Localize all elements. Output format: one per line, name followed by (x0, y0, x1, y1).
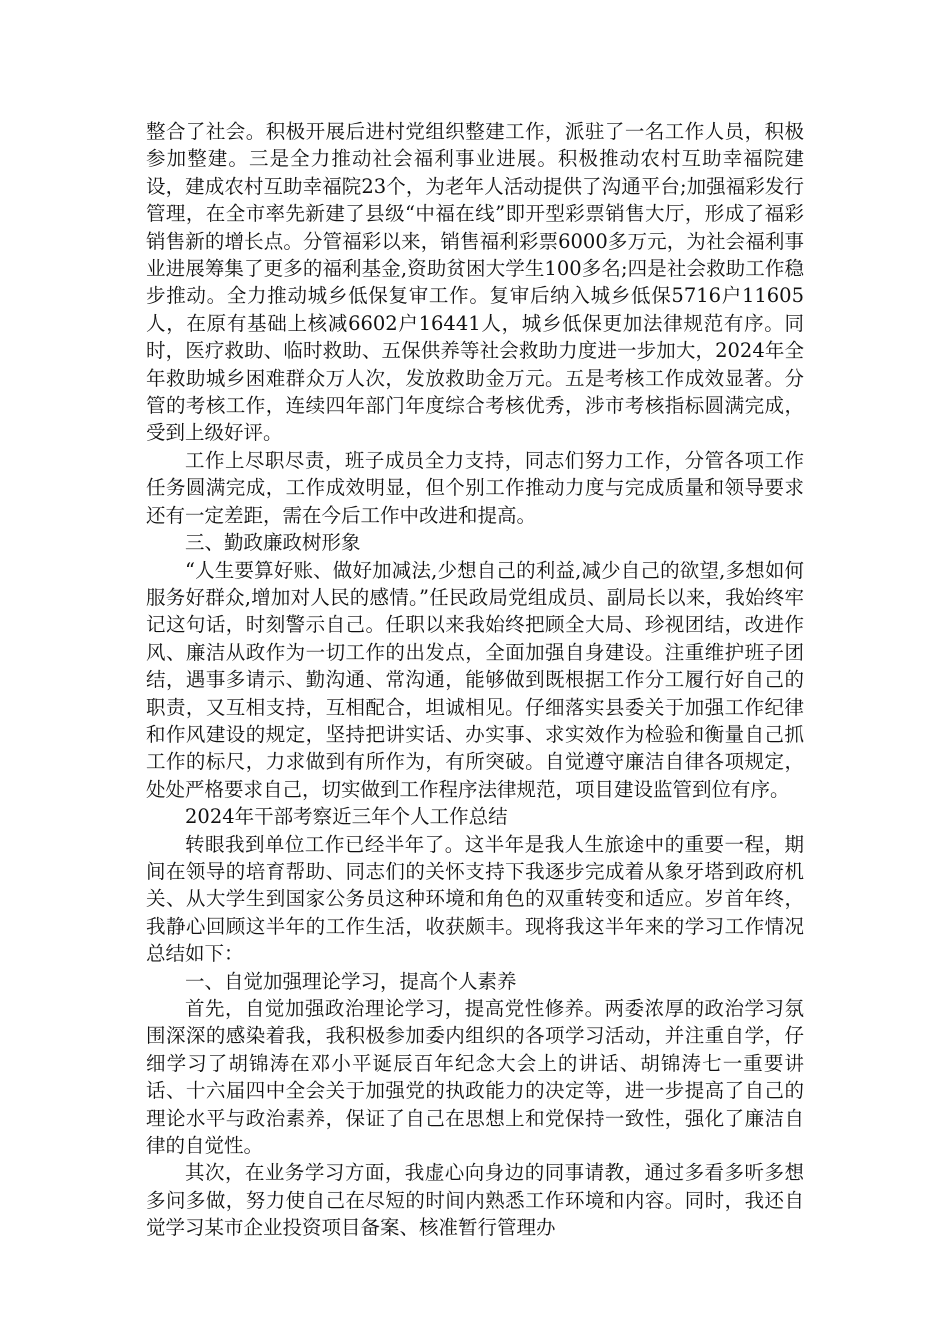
heading-summary-title: 2024年干部考察近三年个人工作总结 (185, 805, 508, 829)
paragraph-business-study: 其次，在业务学习方面，我虚心向身边的同事请教，通过多看多听多想多问多做，努力使自己在尽短的时间内熟悉工作环境和内容。同时，我还自觉学习某市企业投资项目备案、核准暂行管理办 (146, 1161, 804, 1240)
paragraph-half-year: 转眼我到单位工作已经半年了。这半年是我人生旅途中的重要一程，期间在领导的培育帮助、同志们的关怀支持下我逐步完成着从象牙塔到政府机关、从大学生到国家公务员这种环境和角色的双重转变和适应。岁首年终，我静心回顾这半年的工作生活，收获颇丰。现将我这半年来的学习工作情况总结如下： (146, 832, 804, 966)
document-body (146, 118, 804, 1242)
paragraph-political-study: 首先，自觉加强政治理论学习，提高党性修养。两委浓厚的政治学习氛围深深的感染着我，我积极参加委内组织的各项学习活动，并注重自学，仔细学习了胡锦涛在邓小平诞辰百年纪念大会上的讲话、胡锦涛七一重要讲话、十六届四中全会关于加强党的执政能力的决定等，进一步提高了自己的理论水平与政治素养，保证了自己在思想上和党保持一致性，强化了廉洁自律的自觉性。 (146, 997, 804, 1158)
paragraph-integrity: “人生要算好账、做好加减法,少想自己的利益,减少自己的欲望,多想如何服务好群众,增加对人民的感情。”任民政局党组成员、副局长以来，我始终牢记这句话，时刻警示自己。任职以来我始终把顾全大局、珍视团结，改进作风、廉洁从政作为一切工作的出发点，全面加强自身建设。注重维护班子团结，遇事多请示、勤沟通、常沟通，能够做到既根据工作分工履行好自己的职责，又互相支持，互相配合，坦诚相见。仔细落实县委关于加强工作纪律和作风建设的规定，坚持把讲实话、办实事、求实效作为检验和衡量自己抓工作的标尺，力求做到有所作为，有所突破。自觉遵守廉洁自律各项规定，处处严格要求自己，切实做到工作程序法律规范，项目建设监管到位有序。 (146, 558, 804, 801)
heading-integrity: 三、勤政廉政树形象 (185, 531, 361, 555)
paragraph-work-summary: 工作上尽职尽责，班子成员全力支持，同志们努力工作，分管各项工作任务圆满完成，工作成效明显，但个别工作推动力度与完成质量和领导要求还有一定差距，需在今后工作中改进和提高。 (146, 448, 804, 527)
heading-theory-study: 一、自觉加强理论学习，提高个人素养 (185, 969, 517, 993)
paragraph-social-welfare: 整合了社会。积极开展后进村党组织整建工作，派驻了一名工作人员，积极参加整建。三是全力推动社会福利事业进展。积极推动农村互助幸福院建设，建成农村互助幸福院23个，为老年人活动提供了沟通平台;加强福彩发行管理，在全市率先新建了县级“中福在线”即开型彩票销售大厅，形成了福彩销售新的增长点。分管福彩以来，销售福利彩票6000多万元，为社会福利事业进展筹集了更多的福利基金,资助贫困大学生100多名;四是社会救助工作稳步推动。全力推动城乡低保复审工作。复审后纳入城乡低保5716户11605人，在原有基础上核减6602户16441人，城乡低保更加法律规范有序。同时，医疗救助、临时救助、五保供养等社会救助力度进一步加大，2024年全年救助城乡困难群众万人次，发放救助金万元。五是考核工作成效显著。分管的考核工作，连续四年部门年度综合考核优秀，涉市考核指标圆满完成，受到上级好评。 (146, 120, 804, 445)
